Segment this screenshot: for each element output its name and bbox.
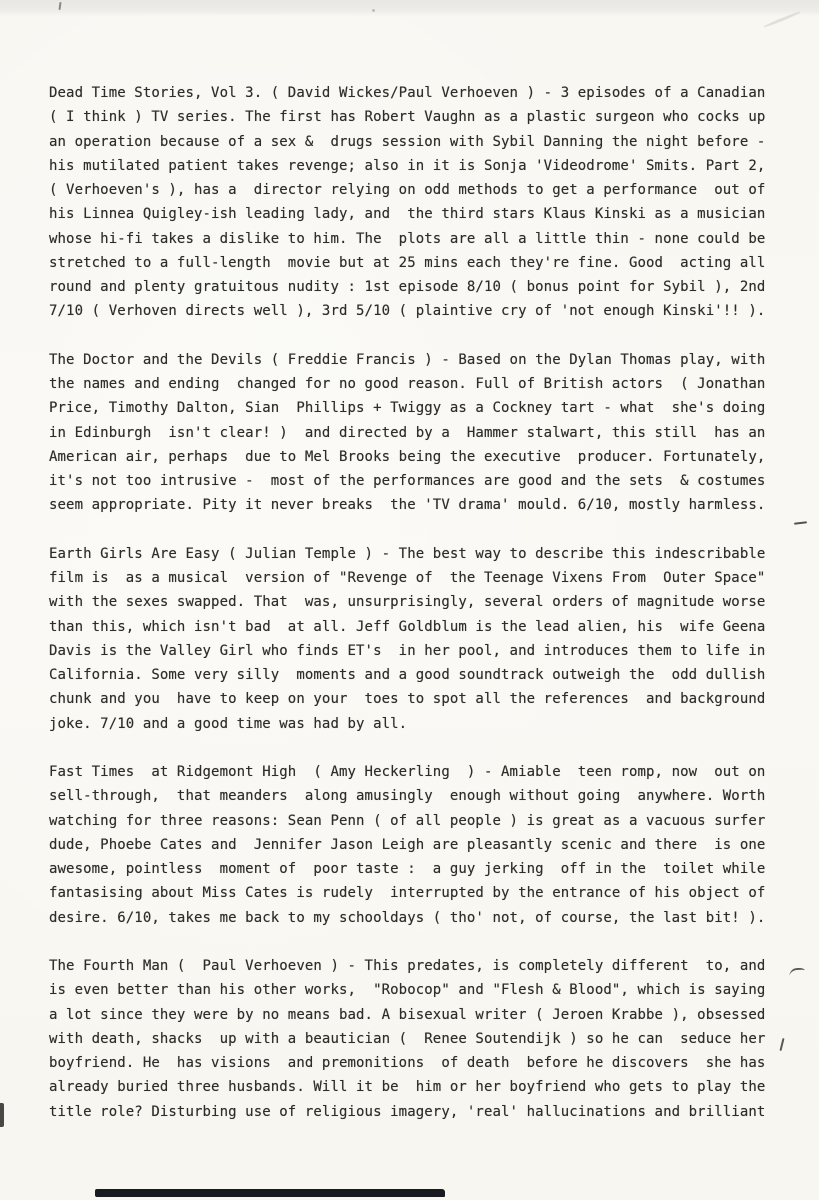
review-dead-time-stories <box>49 81 779 324</box>
text-line: joke. 7/10 and a good time was had by all. <box>49 715 408 732</box>
pen-margin-dash-mark <box>794 521 807 525</box>
text-line: awesome, pointless moment of poor taste : a guy jerking off in the toilet while <box>49 861 766 877</box>
text-line: is even better than his other works, "Robocop" and "Flesh & Blood", which is saying <box>49 982 766 999</box>
text-line: with the sexes swapped. That was, unsurprisingly, several orders of magnitude worse <box>49 594 766 611</box>
text-line: Price, Timothy Dalton, Sian Phillips + Twiggy as a Cockney tart - what she's doing <box>49 400 766 417</box>
text-line: his Linnea Quigley-ish leading lady, and the third stars Klaus Kinski as a musician <box>49 206 766 223</box>
text-line: boyfriend. He has visions and premonitions of death before he discovers she has <box>49 1055 766 1071</box>
scan-edge-tick <box>0 1103 4 1127</box>
typewritten-text <box>49 81 779 1148</box>
text-line: stretched to a full-length movie but at 25 mins each they're fine. Good acting all <box>49 254 766 271</box>
text-line: watching for three reasons: Sean Penn ( of all people ) is great as a vacuous surfer <box>49 812 766 829</box>
text-line: in Edinburgh isn't clear! ) and directed by a Hammer stalwart, this still has an <box>49 424 766 441</box>
review-the-fourth-man <box>49 954 779 1124</box>
text-line: desire. 6/10, takes me back to my schooldays ( tho' not, of course, the last bit! ). <box>49 909 766 926</box>
text-line: than this, which isn't bad at all. Jeff Goldblum is the lead alien, his wife Geena <box>49 618 766 635</box>
text-line: Earth Girls Are Easy ( Julian Temple ) - The best way to describe this indescribable <box>49 545 766 562</box>
scan-speck <box>372 9 375 12</box>
text-line: ( Verhoeven's ), has a director relying on odd methods to get a performance out of <box>49 182 766 198</box>
text-line: ( I think ) TV series. The first has Robert Vaughn as a plastic surgeon who cocks up <box>49 109 766 126</box>
text-line: his mutilated patient takes revenge; also in it is Sonja 'Videodrome' Smits. Part 2, <box>49 157 766 174</box>
text-line: the names and ending changed for no good reason. Full of British actors ( Jonathan <box>49 376 766 392</box>
text-line: seem appropriate. Pity it never breaks the 'TV drama' mould. 6/10, mostly harmless. <box>49 497 766 514</box>
text-line: 7/10 ( Verhoven directs well ), 3rd 5/10 ( plaintive cry of 'not enough Kinski'!! ). <box>49 303 766 320</box>
review-the-doctor-and-the-devils <box>49 348 779 518</box>
text-line: it's not too intrusive - most of the performances are good and the sets & costumes <box>49 473 766 489</box>
pen-margin-slash-mark <box>779 1038 784 1051</box>
scan-artifact-bar <box>95 1189 445 1197</box>
text-line: American air, perhaps due to Mel Brooks being the executive producer. Fortunately, <box>49 448 766 465</box>
scan-edge-band <box>0 0 819 16</box>
text-line: California. Some very silly moments and a good soundtrack outweigh the odd dullish <box>49 667 766 683</box>
text-line: dude, Phoebe Cates and Jennifer Jason Leigh are pleasantly scenic and there is one <box>49 836 766 853</box>
review-earth-girls-are-easy <box>49 542 779 736</box>
text-line: Davis is the Valley Girl who finds ET's in her pool, and introduces them to life in <box>49 642 766 659</box>
text-line: with death, shacks up with a beautician ( Renee Soutendijk ) so he can seduce her <box>49 1030 766 1047</box>
text-line: Fast Times at Ridgemont High ( Amy Heckerling ) - Amiable teen romp, now out on <box>49 764 766 780</box>
review-fast-times-at-ridgemont-high <box>49 760 779 930</box>
text-line: a lot since they were by no means bad. A bisexual writer ( Jeroen Krabbe ), obsessed <box>49 1006 766 1023</box>
text-line: The Doctor and the Devils ( Freddie Francis ) - Based on the Dylan Thomas play, with <box>49 351 766 368</box>
text-line: fantasising about Miss Cates is rudely interrupted by the entrance of his object of <box>49 885 766 902</box>
text-line: Dead Time Stories, Vol 3. ( David Wickes/Paul Verhoeven ) - 3 episodes of a Canadian <box>49 85 766 101</box>
text-line: chunk and you have to keep on your toes to spot all the references and background <box>49 691 766 708</box>
pen-margin-squiggle-mark <box>789 967 806 977</box>
text-line: an operation because of a sex & drugs session with Sybil Danning the night before - <box>49 133 766 150</box>
text-line: sell-through, that meanders along amusingly enough without going anywhere. Worth <box>49 788 766 805</box>
text-line: round and plenty gratuitous nudity : 1st episode 8/10 ( bonus point for Sybil ), 2nd <box>49 279 766 295</box>
text-line: already buried three husbands. Will it be him or her boyfriend who gets to play the <box>49 1079 766 1096</box>
text-line: title role? Disturbing use of religious imagery, 'real' hallucinations and brilliant <box>49 1103 766 1120</box>
text-line: whose hi-fi takes a dislike to him. The plots are all a little thin - none could be <box>49 230 766 247</box>
text-line: The Fourth Man ( Paul Verhoeven ) - This predates, is completely different to, and <box>49 958 766 974</box>
text-line: film is as a musical version of "Revenge of the Teenage Vixens From Outer Space" <box>49 570 766 586</box>
